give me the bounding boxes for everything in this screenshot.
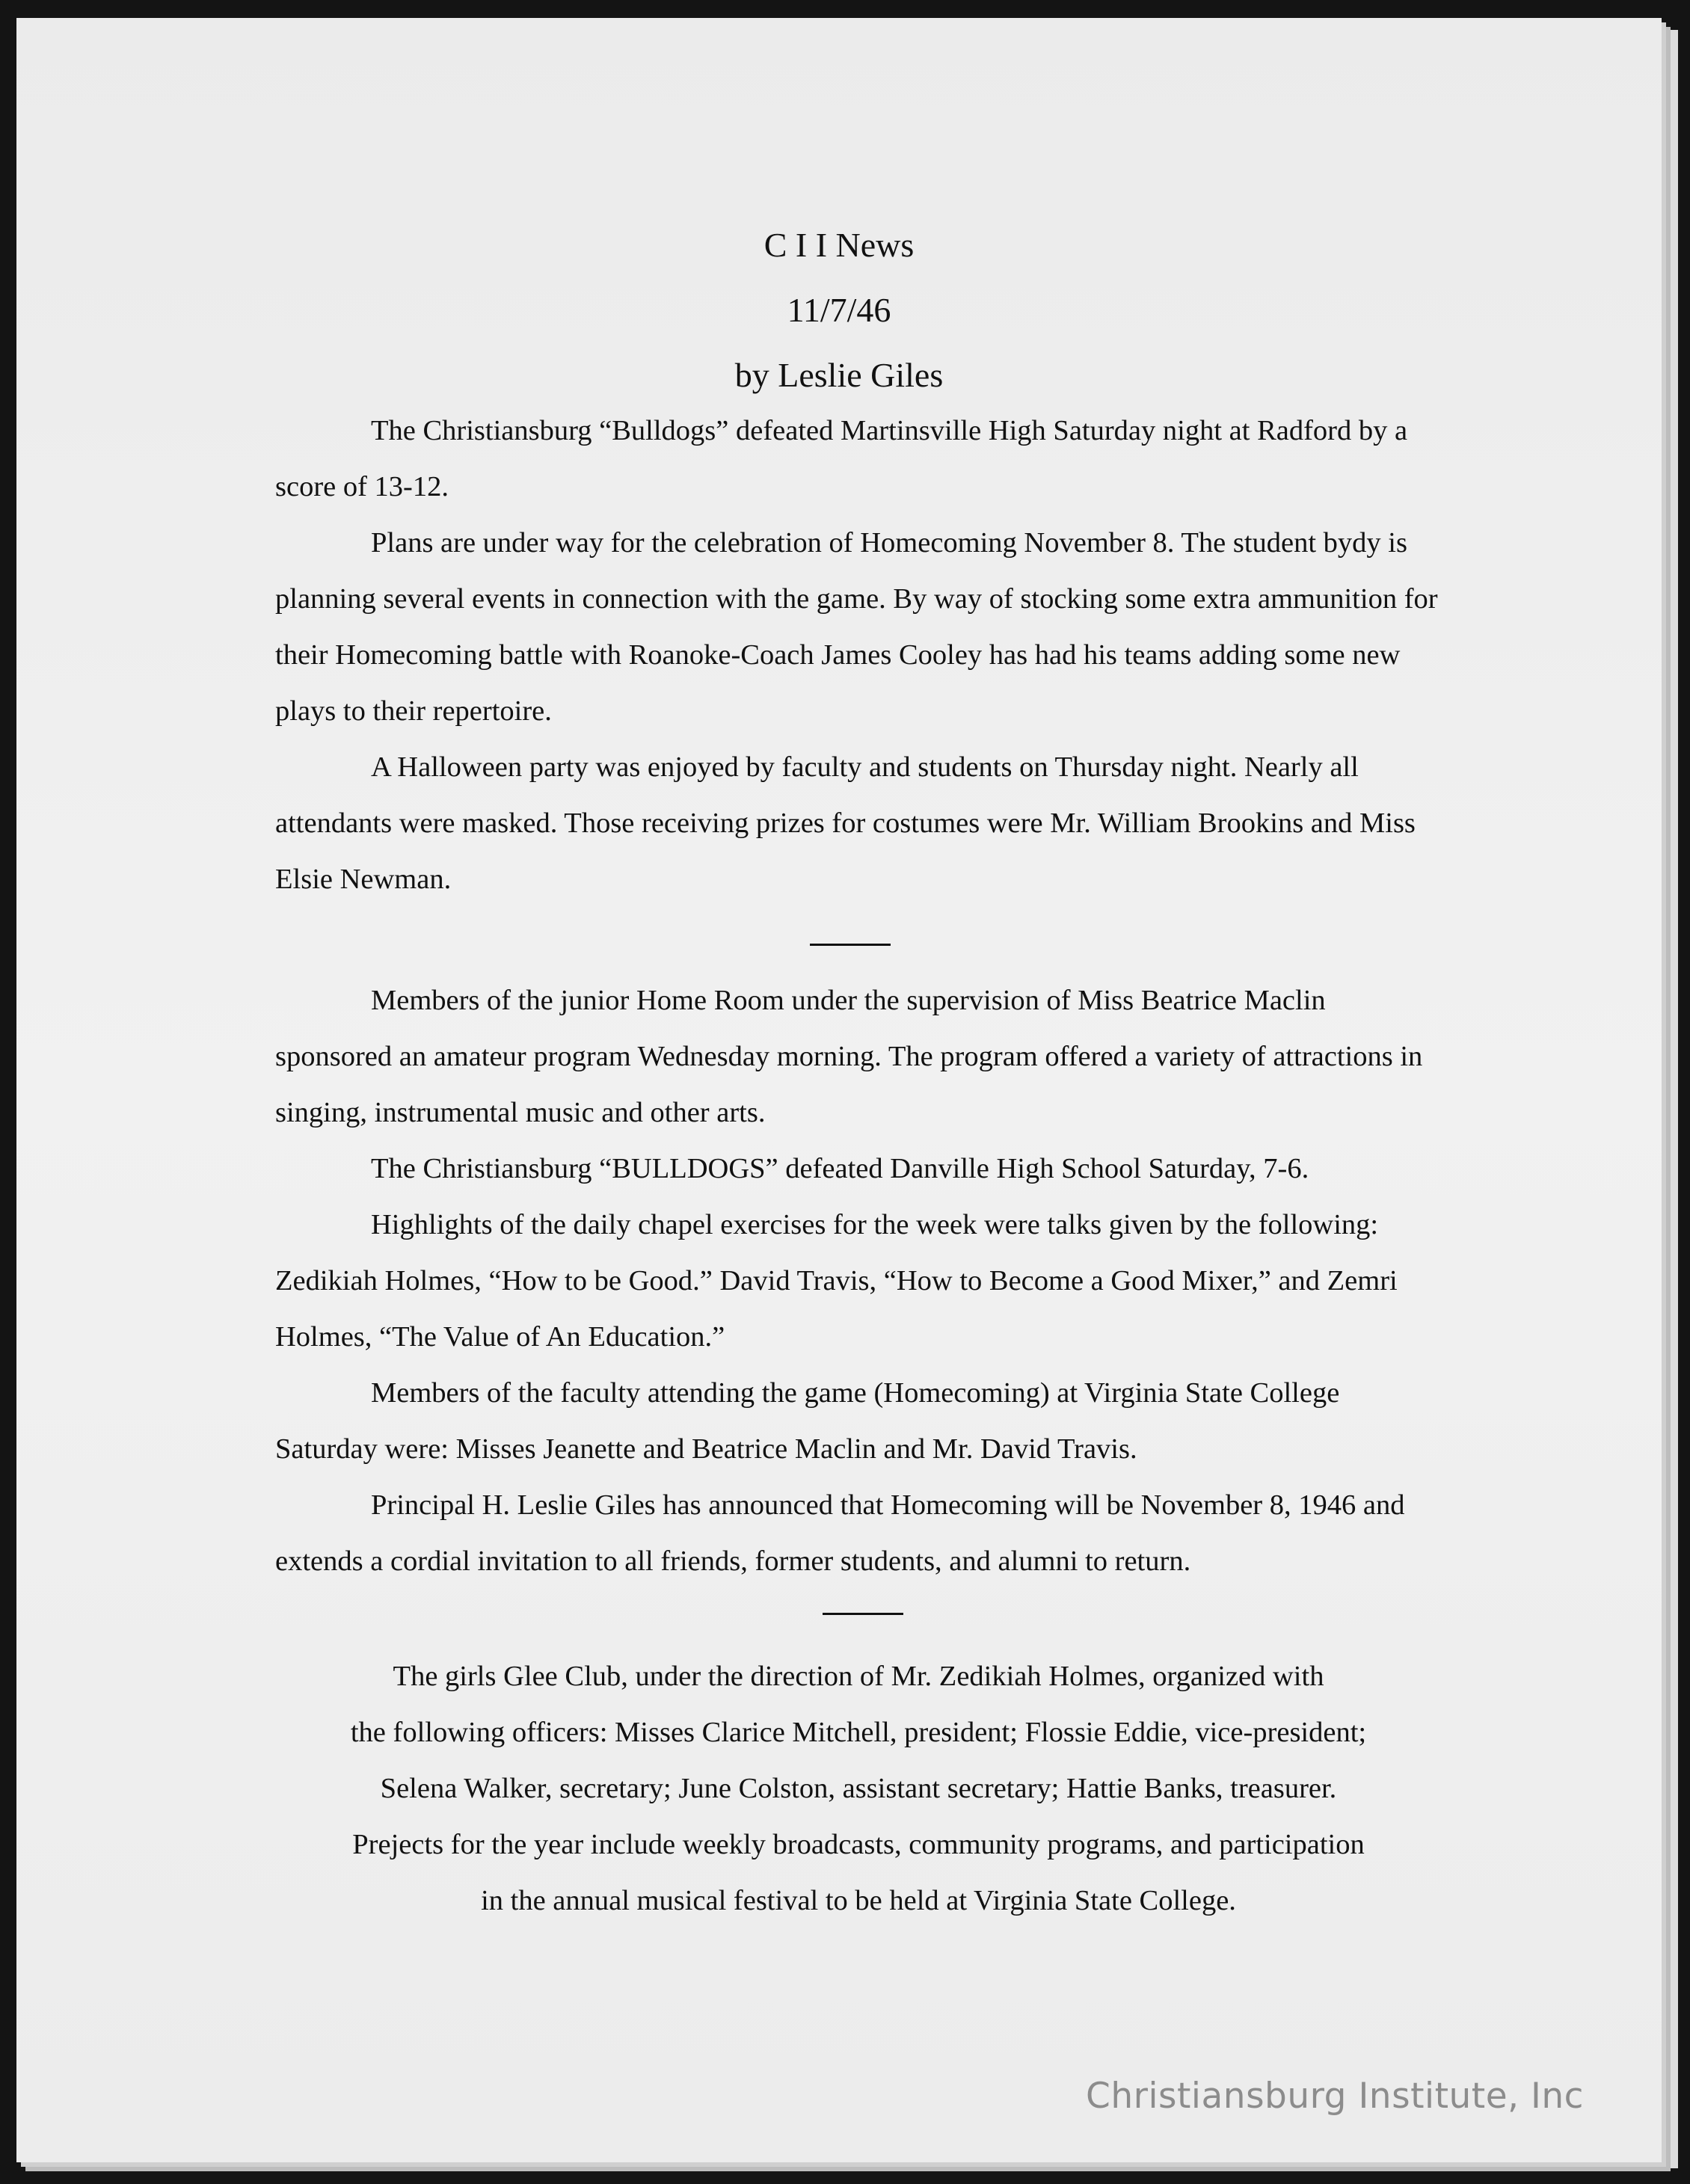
glee-club-line: Selena Walker, secretary; June Colston, assistant secretary; Hattie Banks, treasurer. — [380, 1773, 1337, 1804]
paragraph-chapel-highlights: Highlights of the daily chapel exercises for the week were talks given by the following: Zedikiah Holmes, “How to be Good.” David Travis, “How to Become a Good Mixer,” and Zemri Holmes, “The Value of An Education.” — [275, 1209, 1398, 1353]
paragraph-homecoming-plans: Plans are under way for the celebration of Homecoming November 8. The student bydy is planning several events in connection with the game. By way of stocking some extra ammunition for their Homecoming battle with Roanoke-Coach James Cooley has had his teams adding some new plays to their repertoire. — [275, 527, 1438, 727]
watermark: Christiansburg Institute, Inc — [1086, 2076, 1584, 2117]
section-divider — [823, 1613, 903, 1615]
paragraph-glee-club — [275, 1649, 1442, 1929]
document-date: 11/7/46 — [787, 291, 891, 329]
paragraph-halloween-party: A Halloween party was enjoyed by faculty and students on Thursday night. Nearly all attendants were masked. Those receiving prizes for costumes were Mr. William Brookins and Miss Elsie Newman. — [275, 751, 1416, 895]
glee-club-line: Prejects for the year include weekly broadcasts, community programs, and participation — [352, 1829, 1365, 1860]
paragraph-homecoming-announcement: Principal H. Leslie Giles has announced that Homecoming will be November 8, 1946 and extends a cordial invitation to all friends, former students, and alumni to return. — [275, 1489, 1405, 1577]
glee-club-line: the following officers: Misses Clarice Mitchell, president; Flossie Eddie, vice-president; — [350, 1717, 1367, 1748]
paragraph-bulldogs-martinsville: The Christiansburg “Bulldogs” defeated Martinsville High Saturday night at Radford by a score of 13-12. — [275, 415, 1408, 502]
document-page — [16, 18, 1662, 2162]
glee-club-line: in the annual musical festival to be held at Virginia State College. — [481, 1885, 1236, 1916]
paragraph-junior-home-room: Members of the junior Home Room under the supervision of Miss Beatrice Maclin sponsored an amateur program Wednesday morning. The program offered a variety of attractions in singing, instrumental music and other arts. — [275, 985, 1423, 1128]
paragraph-bulldogs-danville: The Christiansburg “BULLDOGS” defeated Danville High School Saturday, 7-6. — [371, 1153, 1309, 1184]
section-divider — [810, 944, 891, 946]
document-title: C I I News — [763, 226, 915, 264]
glee-club-line: The girls Glee Club, under the direction of Mr. Zedikiah Holmes, organized with — [393, 1661, 1324, 1692]
document-byline: by Leslie Giles — [734, 356, 944, 394]
paragraph-faculty-game: Members of the faculty attending the game (Homecoming) at Virginia State College Saturday were: Misses Jeanette and Beatrice Maclin and Mr. David Travis. — [275, 1377, 1340, 1465]
